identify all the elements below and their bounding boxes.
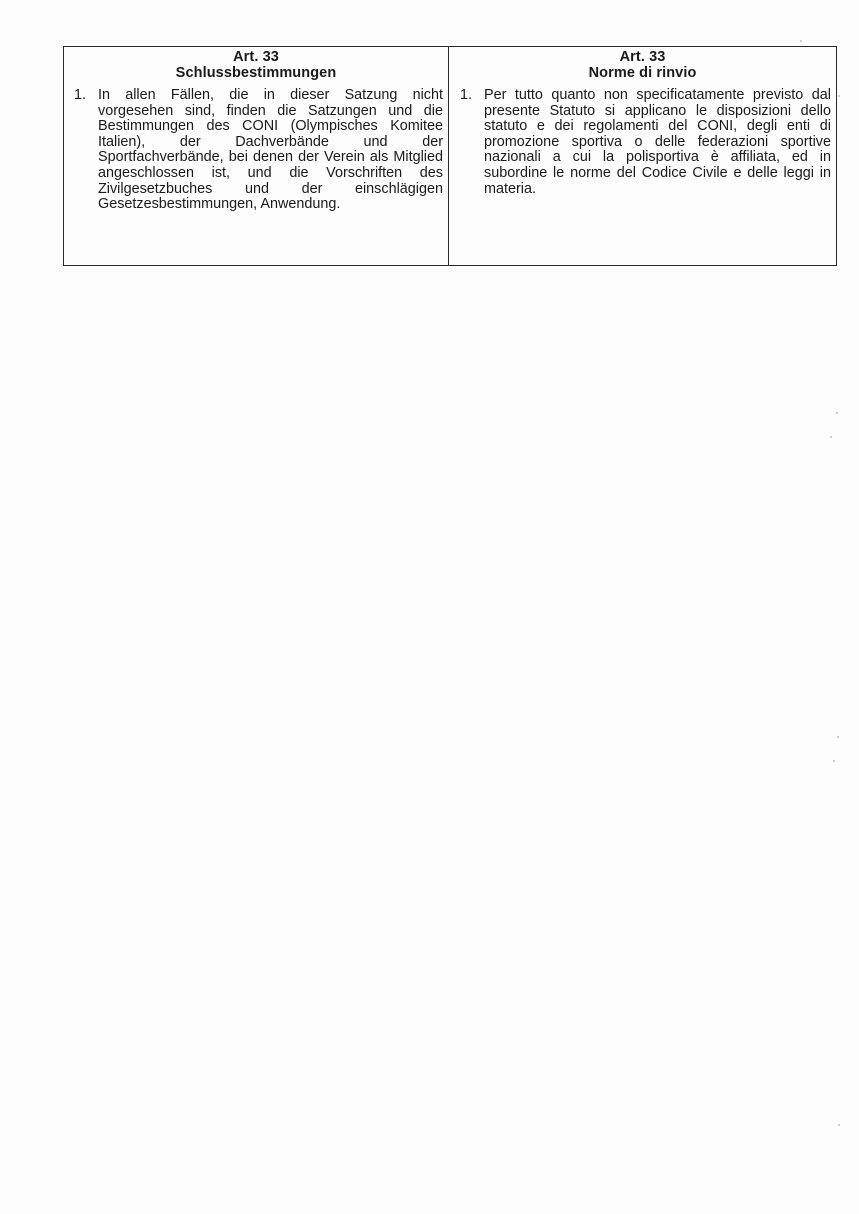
german-clause-number: 1.	[74, 87, 87, 103]
german-article-heading	[64, 49, 448, 81]
italian-clause	[449, 88, 836, 197]
scan-speck	[838, 1124, 840, 1126]
italian-article-title: Norme di rinvio	[588, 65, 697, 81]
scan-speck	[838, 95, 840, 97]
scan-speck	[833, 760, 835, 762]
german-clause	[64, 88, 448, 213]
scan-speck	[836, 412, 838, 414]
italian-clause-number: 1.	[460, 87, 473, 103]
german-article-title: Schlussbestimmungen	[175, 65, 337, 81]
scan-speck	[800, 40, 802, 42]
german-column	[64, 47, 449, 265]
german-clause-text: In allen Fällen, die in dieser Satzung nicht vorgesehen sind, finden die Satzungen und die Bestimmungen des CONI (Olympisches Komitee Italien), der Dachverbände und der Sportfachverbände, bei denen der Verein als Mitglied angeschlossen ist, und die Vorschriften des Zivilgesetzbuches und der einschlägigen Gesetzesbestimmungen, Anwendung.	[98, 87, 443, 213]
italian-article-number: Art. 33	[619, 49, 666, 65]
german-article-number: Art. 33	[233, 49, 279, 65]
italian-column	[449, 47, 836, 265]
italian-article-heading	[449, 49, 836, 81]
scan-speck	[830, 436, 832, 438]
italian-clause-text: Per tutto quanto non specificatamente previsto dal presente Statuto si applicano le disposizioni dello statuto e dei regolamenti del CONI, degli enti di promozione sportiva o delle federazioni sportive nazionali a cui la polisportiva è affiliata, ed in subordine le norme del Codice Civile e delle leggi in materia.	[484, 87, 831, 197]
scan-speck	[837, 736, 839, 738]
bilingual-article-table	[63, 46, 837, 266]
